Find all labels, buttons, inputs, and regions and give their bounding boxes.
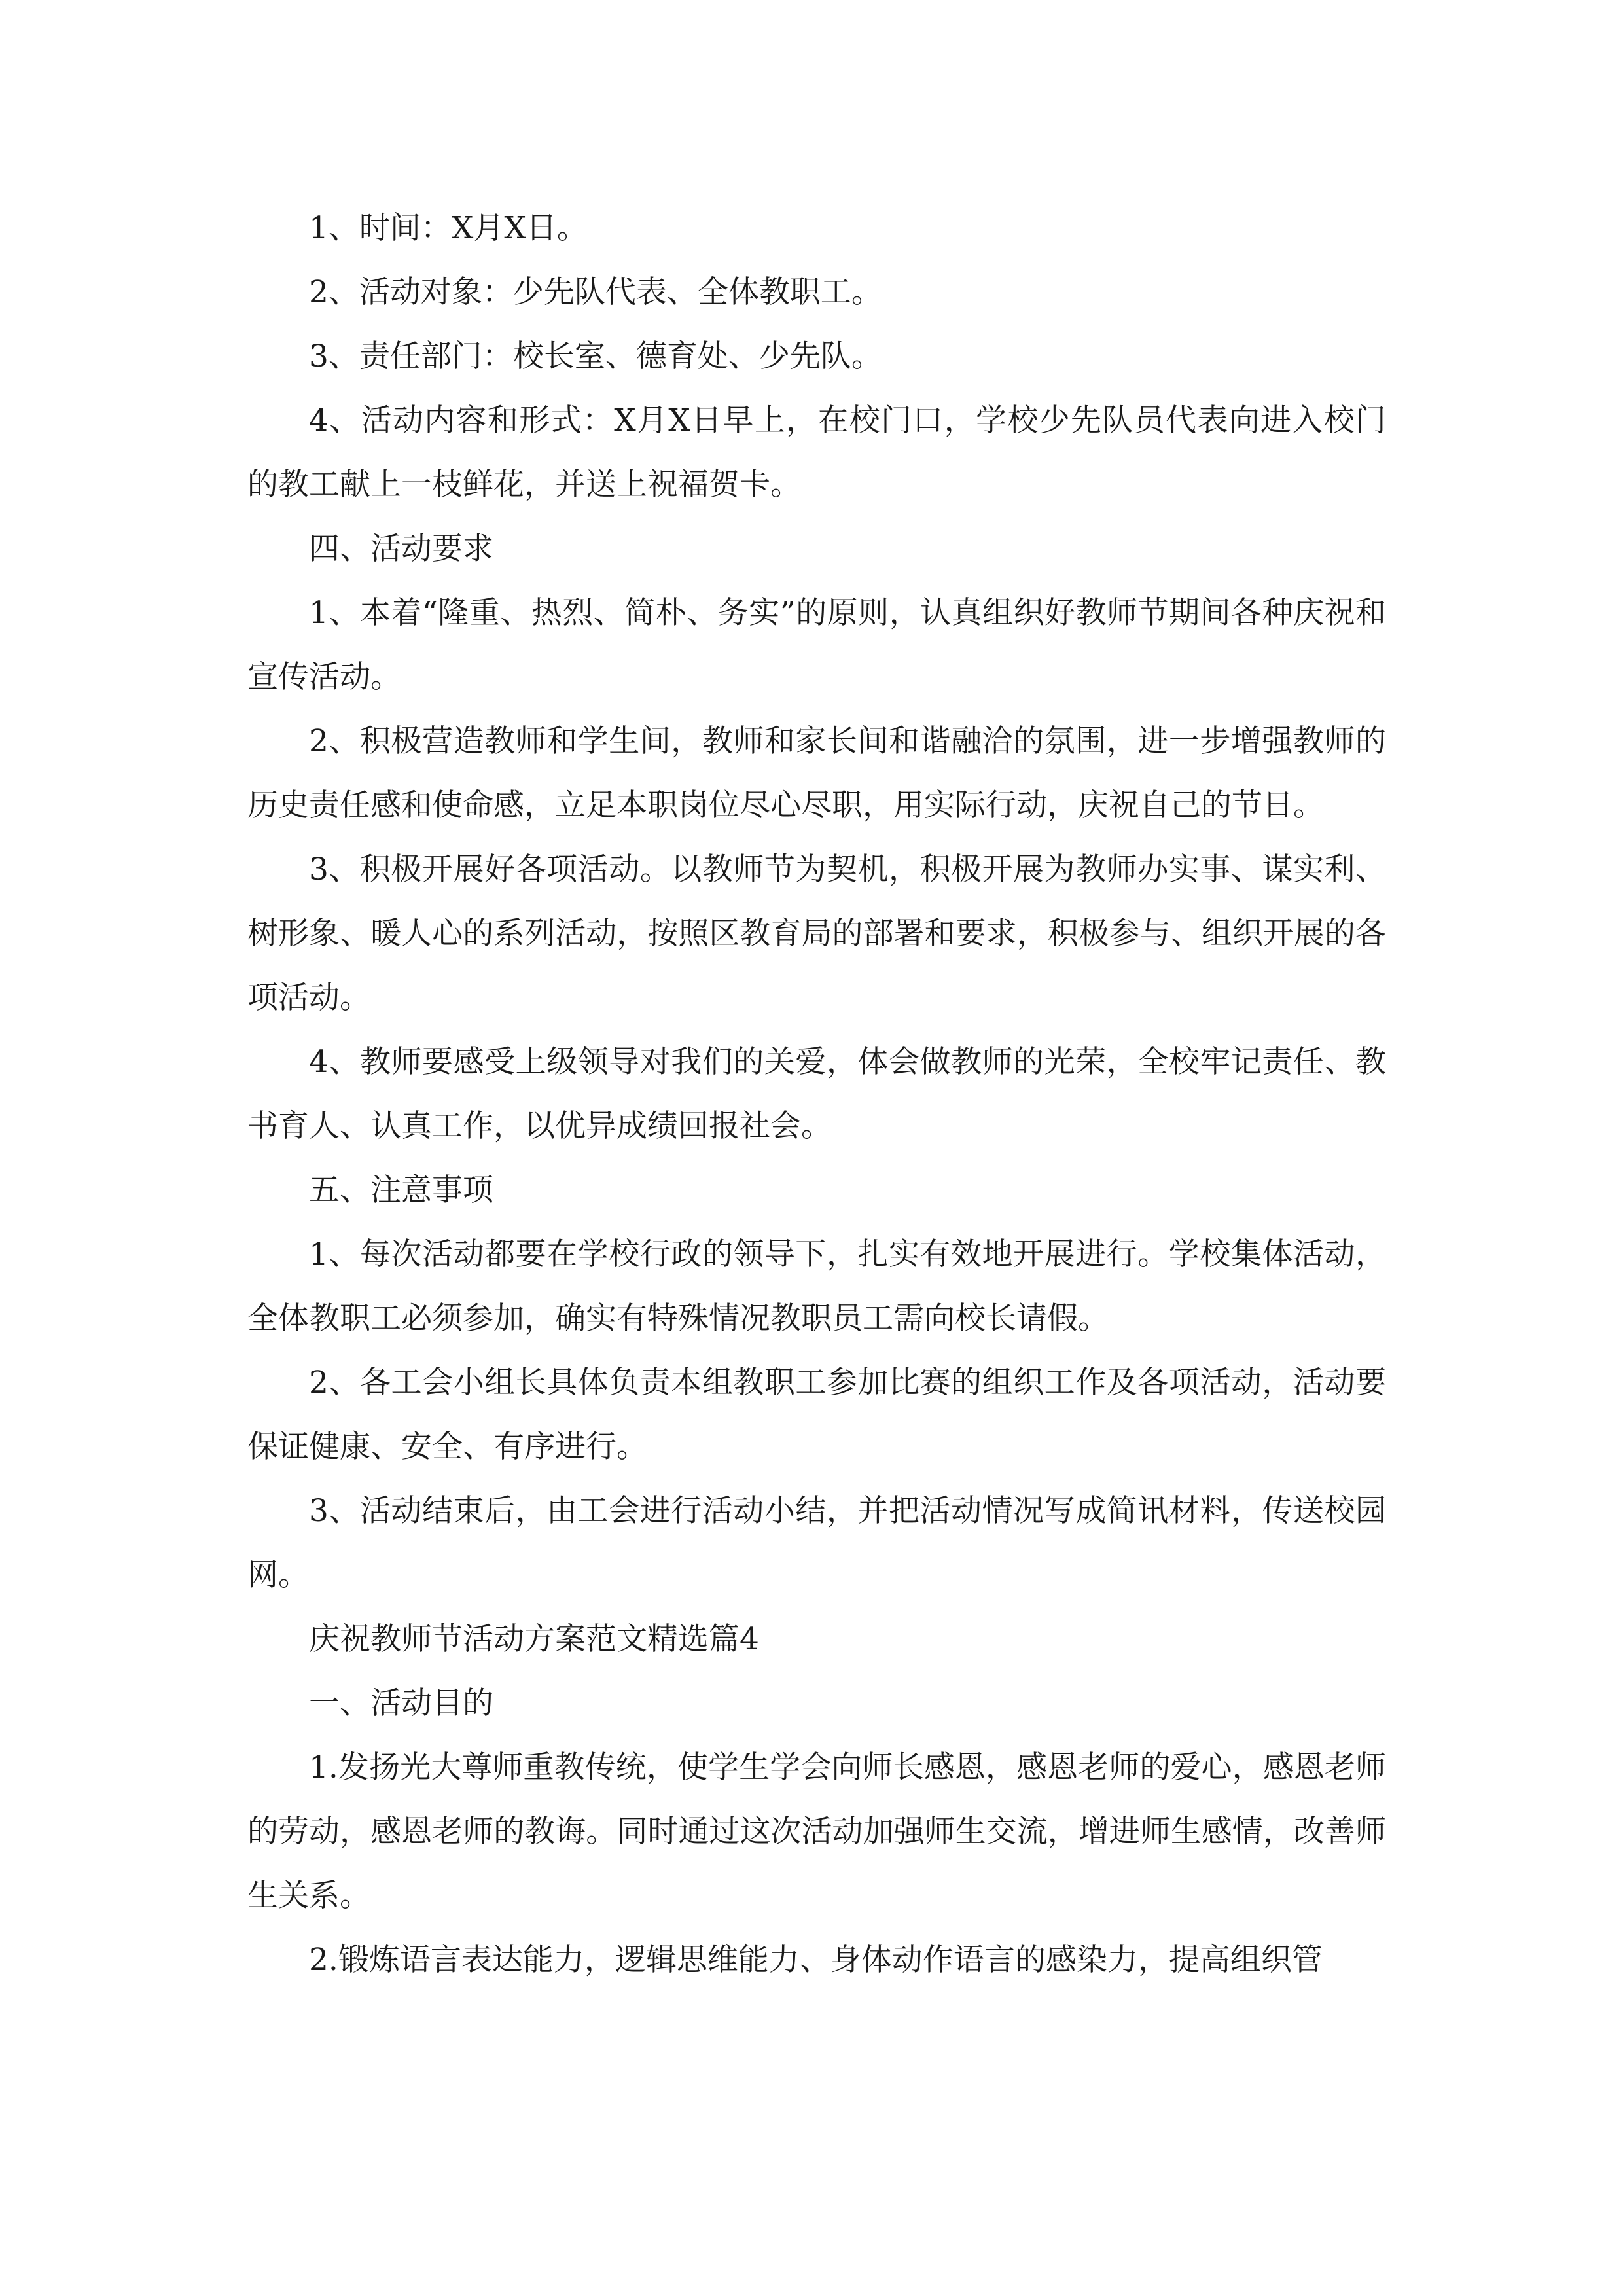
- document-body: [247, 196, 1386, 1992]
- paragraph-purpose-1: 1.发扬光大尊师重教传统，使学生学会向师长感恩，感恩老师的爱心，感恩老师的劳动，感恩老师的教诲。同时通过这次活动加强师生交流，增进师生感情，改善师生关系。: [247, 1749, 1386, 1914]
- section-heading-notes: 五、注意事项: [309, 1172, 493, 1208]
- paragraph-requirement-1: 1、本着“隆重、热烈、简朴、务实”的原则，认真组织好教师节期间各种庆祝和宣传活动。: [247, 595, 1386, 695]
- paragraph-time: 1、时间：X月X日。: [309, 210, 588, 246]
- paragraph-requirement-4: 4、教师要感受上级领导对我们的关爱，体会做教师的光荣，全校牢记责任、教书育人、认真工作，以优异成绩回报社会。: [247, 1044, 1386, 1144]
- paragraph-note-2: 2、各工会小组长具体负责本组教职工参加比赛的组织工作及各项活动，活动要保证健康、安全、有序进行。: [247, 1365, 1386, 1465]
- paragraph-content-form: 4、活动内容和形式：X月X日早上，在校门口，学校少先队员代表向进入校门的教工献上一枝鲜花，并送上祝福贺卡。: [247, 403, 1386, 503]
- paragraph-purpose-2: 2.锻炼语言表达能力，逻辑思维能力、身体动作语言的感染力，提高组织管: [309, 1942, 1323, 1978]
- article-title: 庆祝教师节活动方案范文精选篇4: [309, 1621, 759, 1657]
- section-heading-requirements: 四、活动要求: [309, 531, 493, 567]
- paragraph-note-1: 1、每次活动都要在学校行政的领导下，扎实有效地开展进行。学校集体活动，全体教职工必须参加，确实有特殊情况教职员工需向校长请假。: [247, 1236, 1386, 1336]
- paragraph-audience: 2、活动对象：少先队代表、全体教职工。: [309, 274, 882, 310]
- paragraph-requirement-2: 2、积极营造教师和学生间，教师和家长间和谐融洽的氛围，进一步增强教师的历史责任感和使命感，立足本职岗位尽心尽职，用实际行动，庆祝自己的节日。: [247, 723, 1386, 823]
- paragraph-departments: 3、责任部门：校长室、德育处、少先队。: [309, 338, 882, 374]
- paragraph-note-3: 3、活动结束后，由工会进行活动小结，并把活动情况写成简讯材料，传送校园网。: [247, 1493, 1386, 1593]
- section-heading-purpose: 一、活动目的: [309, 1685, 493, 1721]
- paragraph-requirement-3: 3、积极开展好各项活动。以教师节为契机，积极开展为教师办实事、谋实利、树形象、暖人心的系列活动，按照区教育局的部署和要求，积极参与、组织开展的各项活动。: [247, 852, 1386, 1016]
